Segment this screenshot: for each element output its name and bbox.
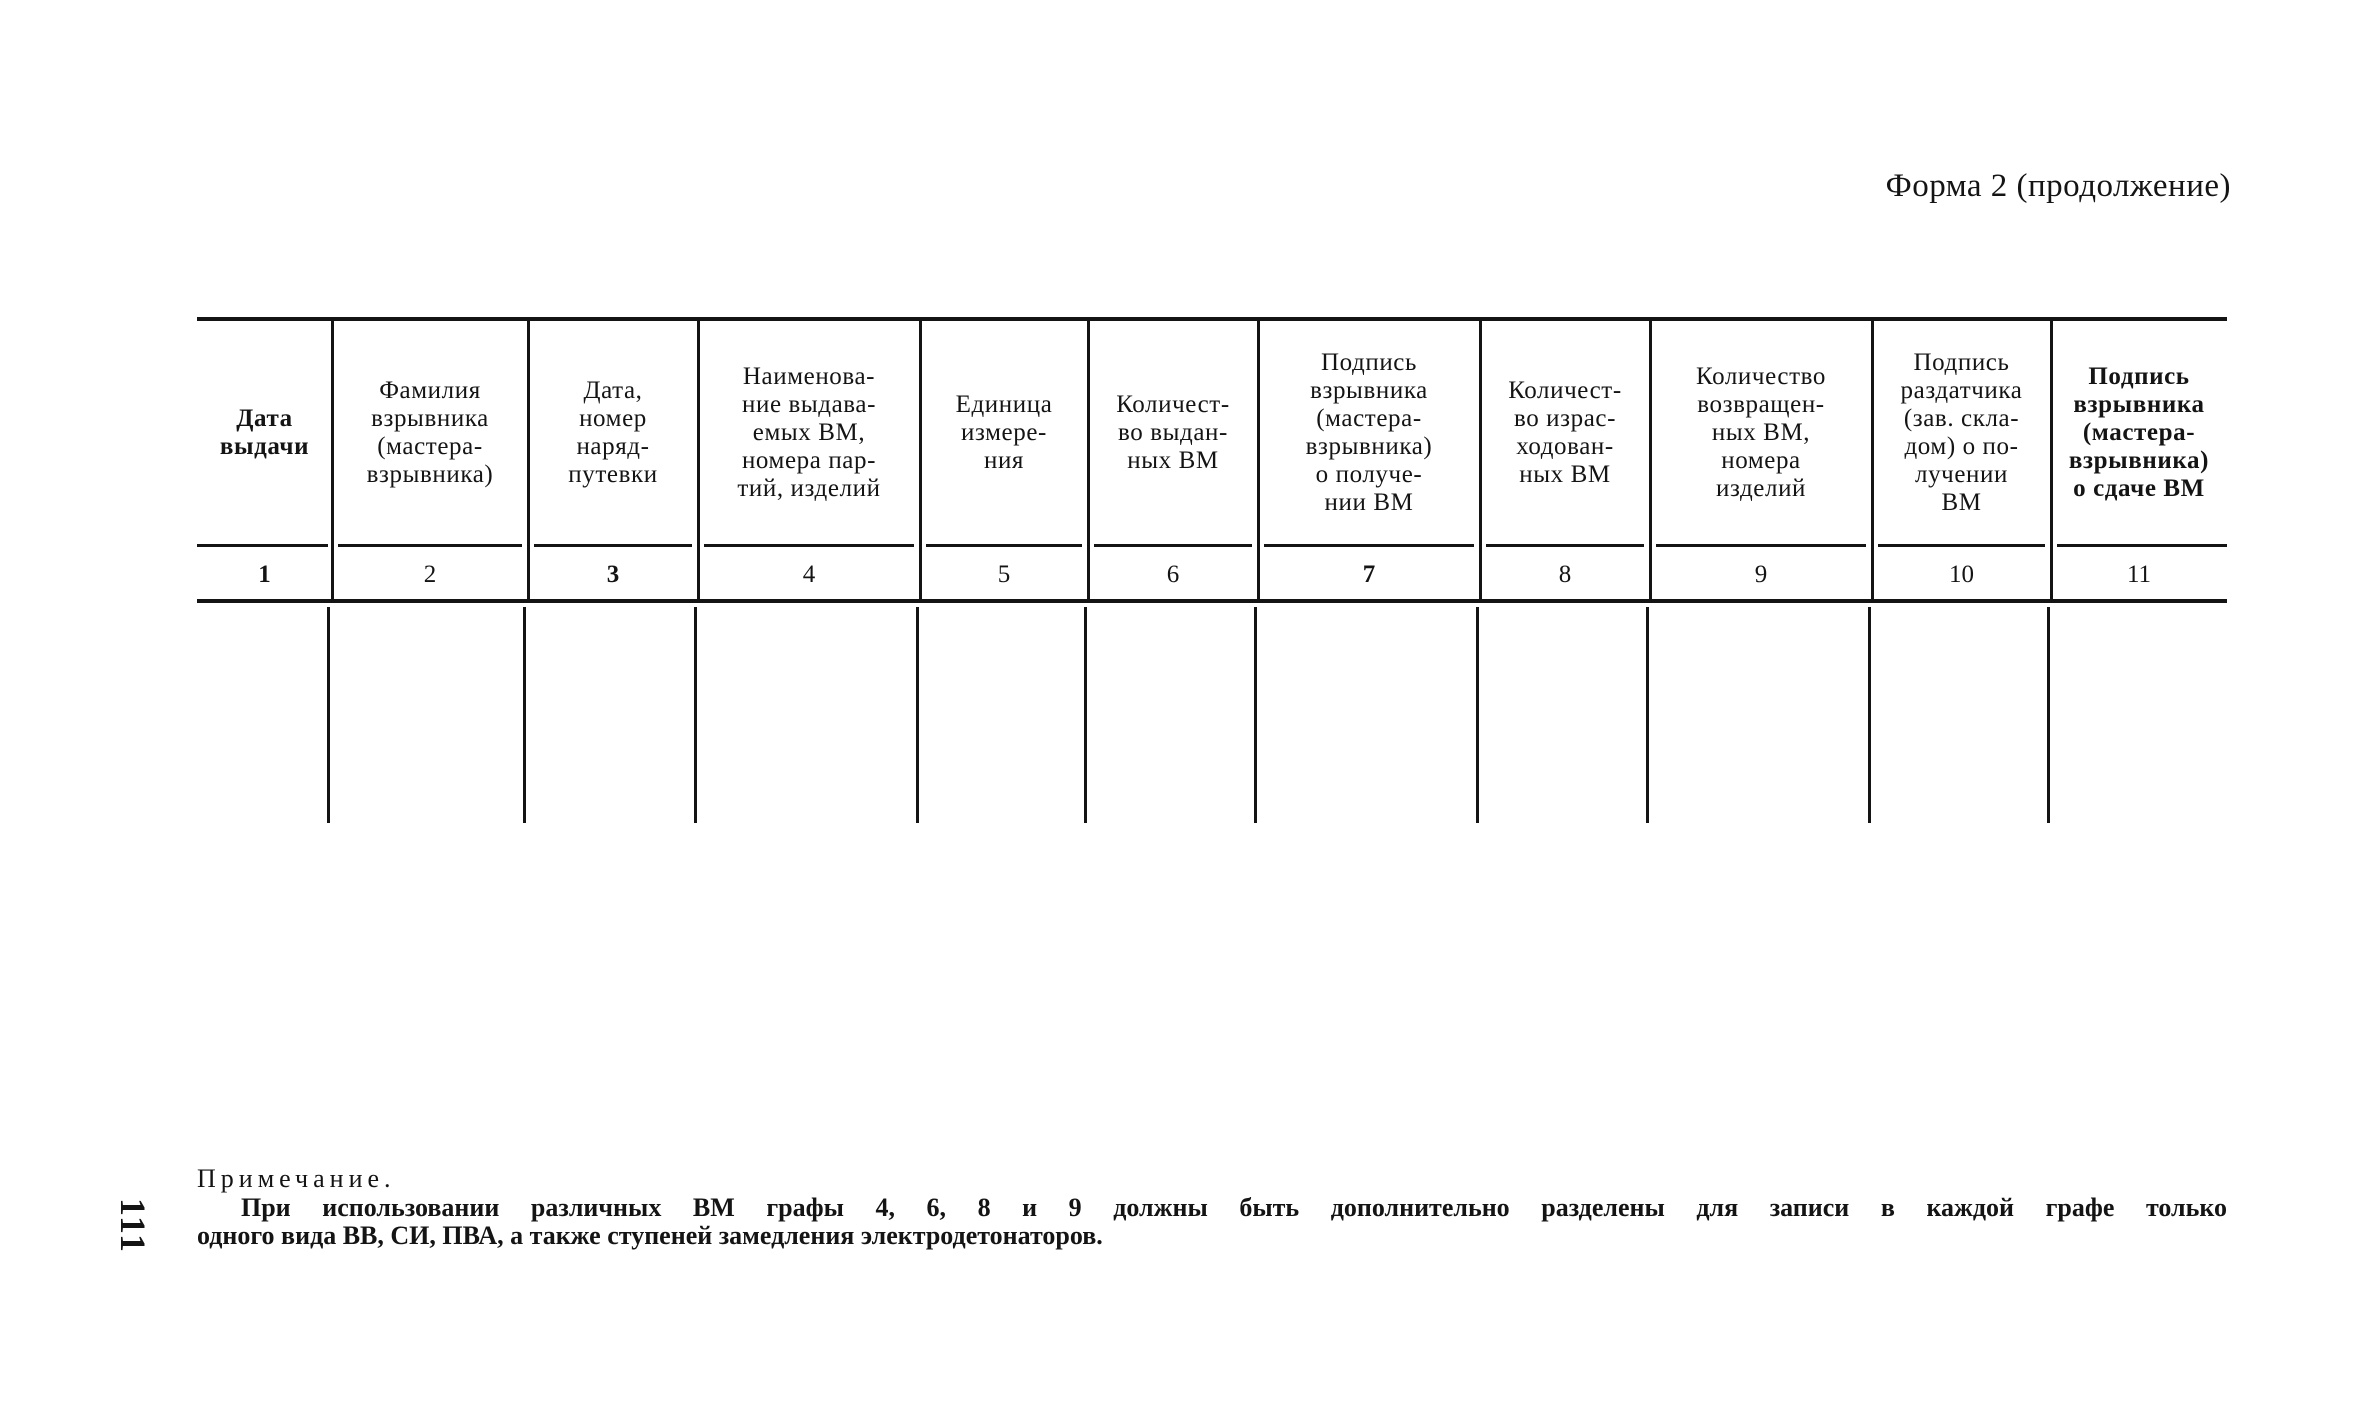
column-divider	[694, 607, 697, 823]
page-number-text: 111	[113, 1197, 153, 1255]
number-rule	[197, 544, 328, 547]
column-number: 10	[1949, 561, 1974, 588]
column-header-issue-date: Дата выдачи	[219, 404, 310, 460]
column-number: 5	[997, 561, 1011, 588]
column-number: 1	[258, 561, 271, 588]
number-rule	[338, 544, 522, 547]
column-divider	[697, 321, 700, 599]
column-header-blaster-name: Фамилия взрывника (мастера- взрывника)	[366, 376, 494, 488]
column-divider	[1084, 607, 1087, 823]
column-divider	[2050, 321, 2053, 599]
column-divider	[1087, 321, 1090, 599]
column-number: 9	[1754, 561, 1768, 588]
column-divider	[2047, 607, 2050, 823]
column-header-unit: Единица измере- ния	[955, 390, 1053, 474]
column-divider	[1868, 607, 1871, 823]
column-header-explosives-name: Наименова- ние выдава- емых ВМ, номера пар- тий, изделий	[737, 362, 881, 502]
column-number: 3	[606, 561, 620, 588]
issue-register-table	[197, 317, 2227, 823]
column-number: 7	[1362, 561, 1376, 588]
column-divider	[1871, 321, 1874, 599]
column-divider	[523, 607, 526, 823]
column-header-quantity-returned: Количество возвращен- ных ВМ, номера изделий	[1696, 362, 1826, 502]
column-header-quantity-used: Количест- во израс- ходован- ных ВМ	[1508, 376, 1622, 488]
page-number	[113, 1186, 153, 1266]
number-rule	[704, 544, 914, 547]
header-bottom-rule	[197, 599, 2227, 603]
column-divider	[1649, 321, 1652, 599]
column-divider	[1257, 321, 1260, 599]
column-divider	[1479, 321, 1482, 599]
column-header-distributor-signature: Подпись раздатчика (зав. скла- дом) о по- лучении ВМ	[1900, 348, 2023, 516]
column-number: 8	[1558, 561, 1572, 588]
column-divider	[916, 607, 919, 823]
column-divider	[331, 321, 334, 599]
form-title: Форма 2 (продолжение)	[1885, 168, 2231, 204]
column-divider	[327, 607, 330, 823]
column-header-return-signature: Подпись взрывника (мастера- взрывника) о сдаче ВМ	[2068, 362, 2210, 502]
column-header-quantity-issued: Количест- во выдан- ных ВМ	[1116, 390, 1230, 474]
column-number: 6	[1166, 561, 1180, 588]
number-rule	[1878, 544, 2045, 547]
column-divider	[527, 321, 530, 599]
number-rule	[1094, 544, 1252, 547]
number-rule	[2057, 544, 2227, 547]
column-number: 4	[802, 561, 816, 588]
number-rule	[1264, 544, 1474, 547]
number-rule	[1486, 544, 1644, 547]
footnote-text-line-2: одного вида ВВ, СИ, ПВА, а также ступеней замедления электродетонаторов.	[197, 1220, 1103, 1250]
footnote-heading: Примечание.	[197, 1164, 396, 1193]
column-divider	[1646, 607, 1649, 823]
number-rule	[926, 544, 1082, 547]
column-divider	[919, 321, 922, 599]
number-rule	[534, 544, 692, 547]
column-number: 11	[2126, 561, 2152, 588]
footnote-text-line-1: При использовании различных ВМ графы 4, 6, 8 и 9 должны быть дополнительно разделены для записи в каждой графе только	[241, 1193, 2227, 1223]
footnote	[197, 1165, 2227, 1249]
column-header-receipt-signature: Подпись взрывника (мастера- взрывника) о получе- нии ВМ	[1305, 348, 1433, 516]
column-divider	[1476, 607, 1479, 823]
number-rule	[1656, 544, 1866, 547]
column-number: 2	[423, 561, 437, 588]
column-divider	[1254, 607, 1257, 823]
column-header-order-number: Дата, номер наряд- путевки	[568, 376, 658, 488]
